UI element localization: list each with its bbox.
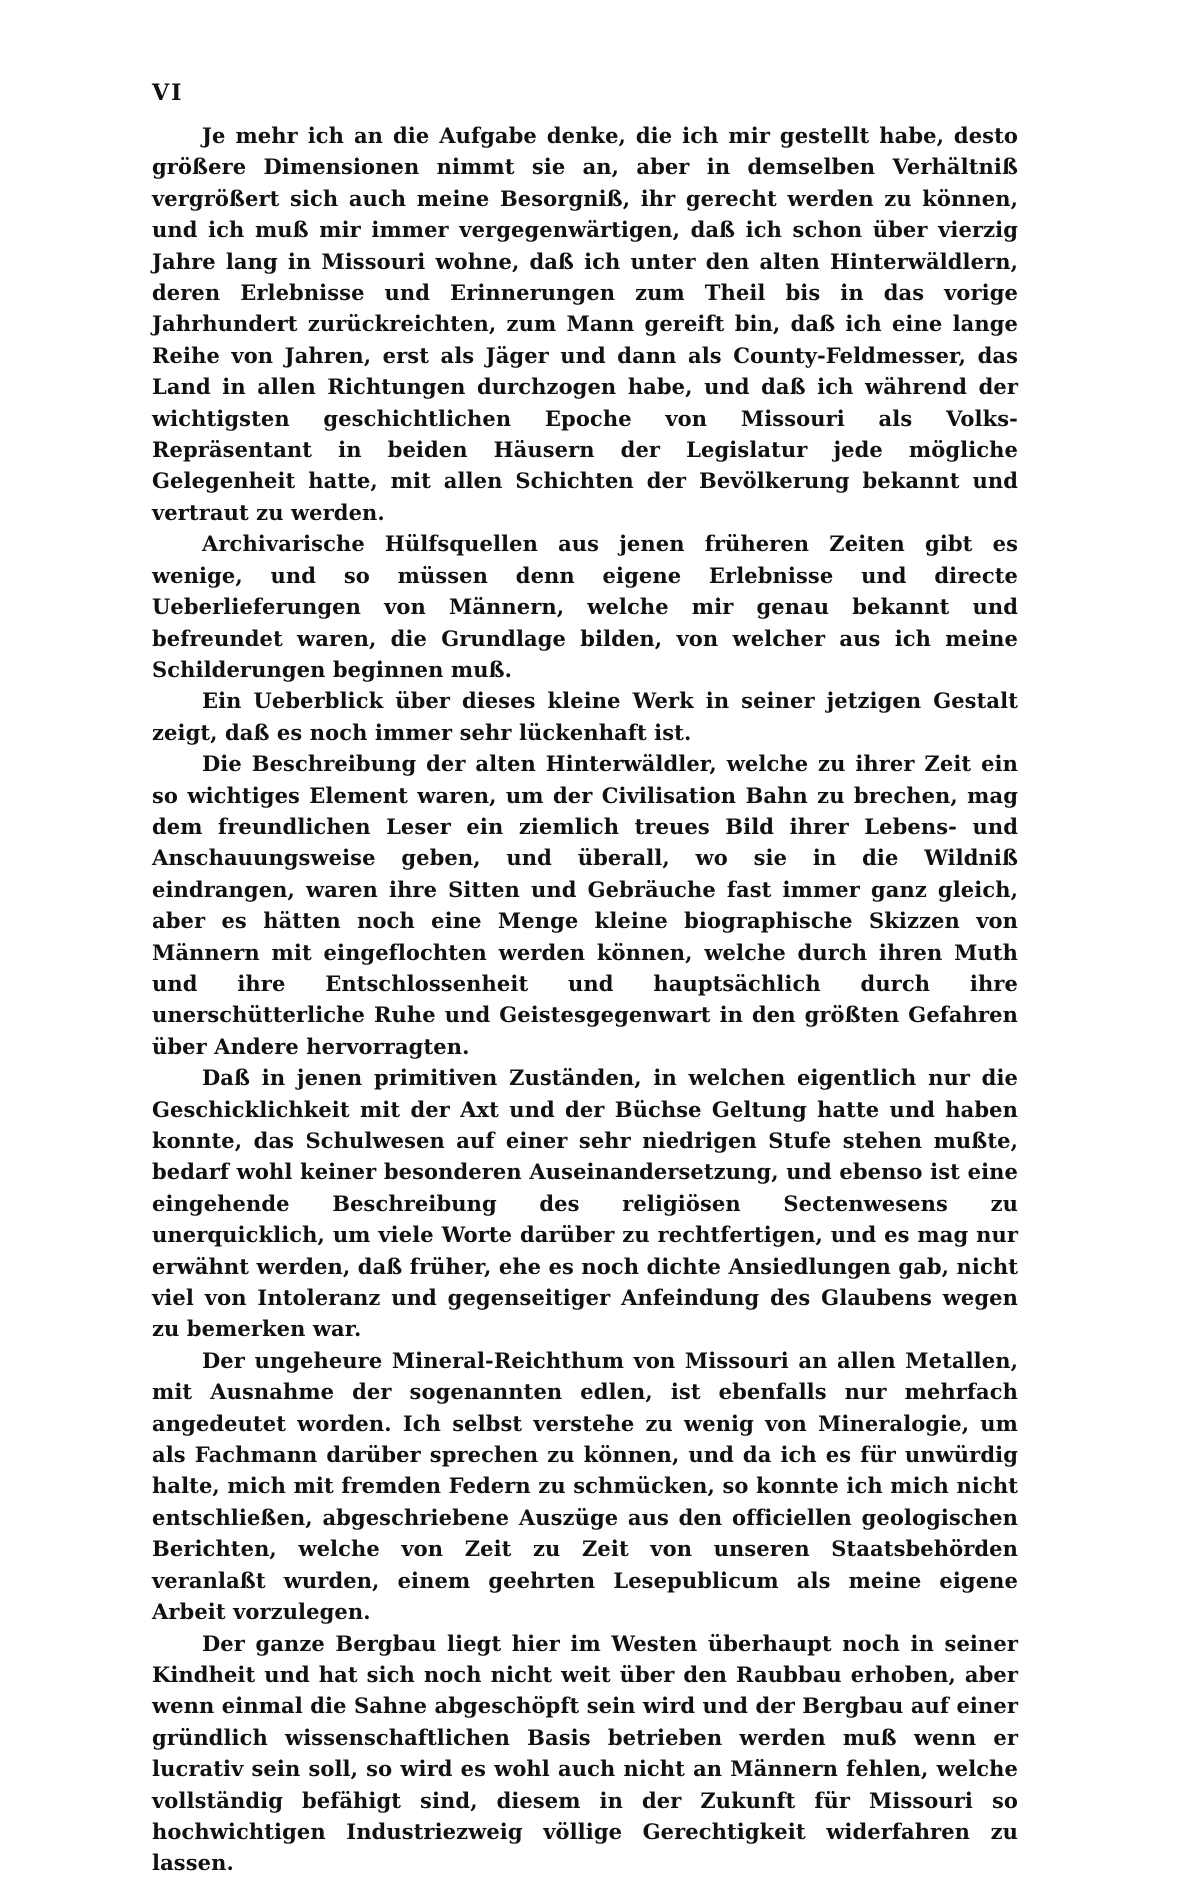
paragraph-5: Daß in jenen primitiven Zuständen, in welchen eigentlich nur die Geschicklichkeit mit der Axt und der Büchse Geltung hatte und haben konnte, das Schulwesen auf einer sehr niedrigen Stufe stehen mußte, bedarf wohl keiner besonderen Auseinandersetzung, und ebenso ist eine eingehende Beschreibung des religiösen Sectenwesens zu unerquicklich, um viele Worte darüber zu rechtfertigen, und es mag nur erwähnt werden, daß früher, ehe es noch dichte Ansiedlungen gab, nicht viel von Intoleranz und gegenseitiger Anfeindung des Glaubens wegen zu bemerken war.	[152, 1065, 1018, 1342]
paragraph-4: Die Beschreibung der alten Hinterwäldler, welche zu ihrer Zeit ein so wichtiges Element waren, um der Civilisation Bahn zu brechen, mag dem freundlichen Leser ein ziemlich treues Bild ihrer Lebens- und Anschauungsweise geben, und überall, wo sie in die Wildniß eindrangen, waren ihre Sitten und Gebräuche fast immer ganz gleich, aber es hätten noch eine Menge kleine biographische Skizzen von Männern mit eingeflochten werden können, welche durch ihren Muth und ihre Entschlossenheit und hauptsächlich durch ihre unerschütterliche Ruhe und Geistesgegenwart in den größten Gefahren über Andere hervorragten.	[152, 751, 1018, 1059]
paragraph-2: Archivarische Hülfsquellen aus jenen früheren Zeiten gibt es wenige, und so müssen denn eigene Erlebnisse und directe Ueberlieferungen von Männern, welche mir genau bekannt und befreundet waren, die Grundlage bilden, von welcher aus ich meine Schilderungen beginnen muß.	[152, 531, 1018, 682]
paragraph-6: Der ungeheure Mineral-Reichthum von Missouri an allen Metallen, mit Ausnahme der sogenannten edlen, ist ebenfalls nur mehrfach angedeutet worden. Ich selbst verstehe zu wenig von Mineralogie, um als Fachmann darüber sprechen zu können, und da ich es für unwürdig halte, mich mit fremden Federn zu schmücken, so konnte ich mich nicht entschließen, abgeschriebene Auszüge aus den officiellen geologischen Berichten, welche von Zeit zu Zeit von unseren Staatsbehörden veranlaßt wurden, einem geehrten Lesepublicum als meine eigene Arbeit vorzulegen.	[152, 1347, 1018, 1625]
page-number: VI	[152, 80, 184, 106]
body-text	[152, 120, 1018, 1879]
paragraph-7: Der ganze Bergbau liegt hier im Westen überhaupt noch in seiner Kindheit und hat sich noch nicht weit über den Raubbau erhoben, aber wenn einmal die Sahne abgeschöpft sein wird und der Bergbau auf einer gründlich wissenschaftlichen Basis betrieben werden muß wenn er lucrativ sein soll, so wird es wohl auch nicht an Männern fehlen, welche vollständig befähigt sind, diesem in der Zukunft für Missouri so hochwichtigen Industriezweig völlige Gerechtigkeit widerfahren zu lassen.	[152, 1630, 1018, 1876]
paragraph-1: Je mehr ich an die Aufgabe denke, die ich mir gestellt habe, desto größere Dimensionen nimmt sie an, aber in demselben Verhältniß vergrößert sich auch meine Besorgniß, ihr gerecht werden zu können, und ich muß mir immer vergegenwärtigen, daß ich schon über vierzig Jahre lang in Missouri wohne, daß ich unter den alten Hinterwäldlern, deren Erlebnisse und Erinnerungen zum Theil bis in das vorige Jahrhundert zurückreichten, zum Mann gereift bin, daß ich eine lange Reihe von Jahren, erst als Jäger und dann als County-Feldmesser, das Land in allen Richtungen durchzogen habe, und daß ich während der wichtigsten geschichtlichen Epoche von Missouri als Volks-Repräsentant in beiden Häusern der Legislatur jede mögliche Gelegenheit hatte, mit allen Schichten der Bevölkerung bekannt und vertraut zu werden.	[152, 123, 1018, 525]
paragraph-3: Ein Ueberblick über dieses kleine Werk in seiner jetzigen Gestalt zeigt, daß es noch immer sehr lückenhaft ist.	[152, 688, 1018, 745]
